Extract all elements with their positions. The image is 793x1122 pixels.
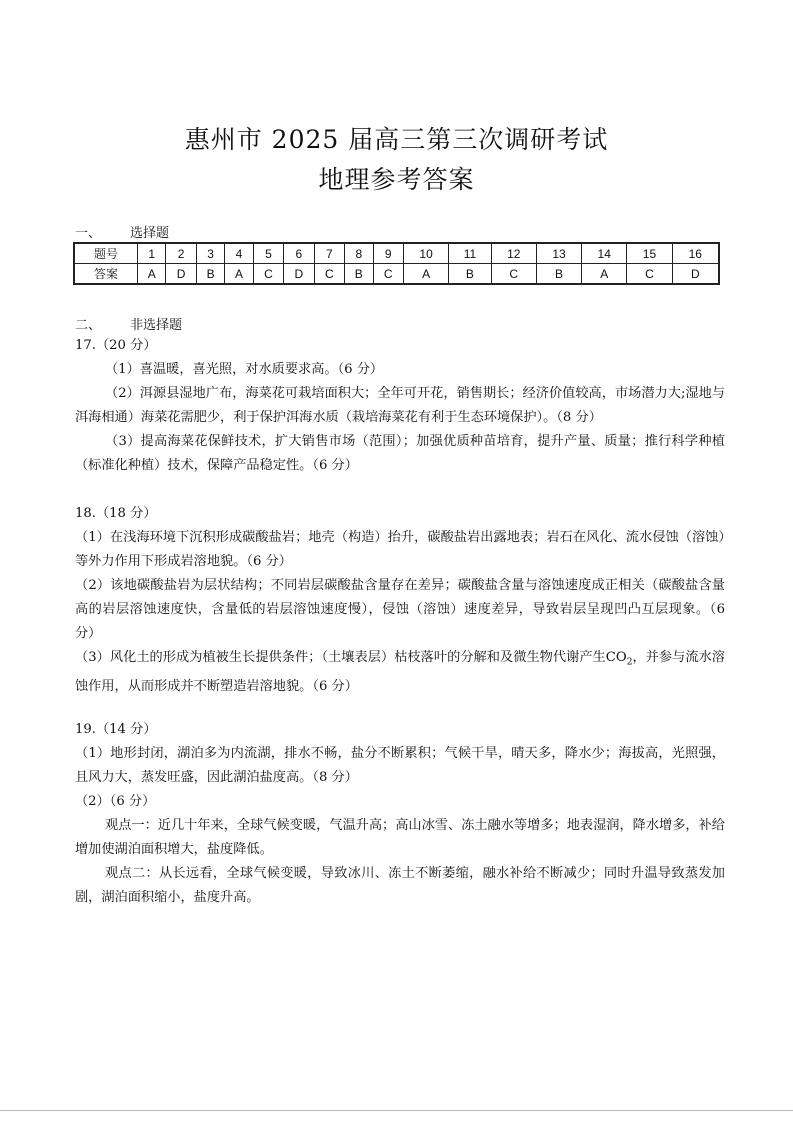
- question-number-cell: 16: [672, 243, 719, 264]
- question-number-cell: 4: [225, 243, 253, 264]
- question-number-cell: 13: [536, 243, 581, 264]
- question-17-answer: [75, 334, 725, 478]
- question-number-row: [74, 243, 719, 264]
- document-subtitle: 地理参考答案: [318, 165, 475, 194]
- answer-row: [74, 264, 719, 285]
- question-18-heading: 18.（18 分）: [75, 506, 157, 521]
- answer-cell: C: [627, 264, 672, 285]
- question-number-cell: 8: [345, 243, 373, 264]
- q18-part-3: [75, 646, 725, 699]
- answer-cell: A: [225, 264, 253, 285]
- q18-part-3-text-a: （3）风化土的形成为植被生长提供条件；（土壤表层）枯枝落叶的分解和及微生物代谢产生: [75, 650, 606, 665]
- question-number-cell: 12: [491, 243, 536, 264]
- answer-cell: C: [373, 264, 403, 285]
- q17-part-2: （2）洱源县湿地广布，海菜花可栽培面积大；全年可开花，销售期长；经济价值较高，市场潜力大;湿地与洱海相通）海菜花需肥少，利于保护洱海水质（栽培海菜花有利于生态环境保护）。（8 分）: [75, 386, 725, 425]
- question-number-cell: 1: [138, 243, 166, 264]
- page-bottom-rule: [0, 1110, 793, 1111]
- answer-cell: D: [672, 264, 719, 285]
- question-number-cell: 2: [166, 243, 196, 264]
- question-number-cell: 5: [253, 243, 283, 264]
- answer-cell: C: [491, 264, 536, 285]
- q19-viewpoint-2: 观点二：从长远看，全球气候变暖，导致冰川、冻土不断萎缩，融水补给不断减少；同时升温导致蒸发加剧，湖泊面积缩小，盐度升高。: [75, 866, 725, 905]
- co2-formula-subscript: 2: [626, 657, 633, 668]
- question-19-answer: [75, 718, 725, 910]
- answer-cell: B: [345, 264, 373, 285]
- q19-part-2: （2）（6 分）: [75, 794, 156, 809]
- co2-formula: [605, 650, 633, 668]
- question-17-heading: 17.（20 分）: [75, 338, 157, 353]
- q18-part-1: （1）在浅海环境下沉积形成碳酸盐岩；地壳（构造）抬升，碳酸盐岩出露地表；岩石在风化、流水侵蚀（溶蚀）等外力作用下形成岩溶地貌。（6 分）: [75, 530, 725, 569]
- section-choice-heading: [75, 222, 169, 241]
- question-number-cell: 10: [403, 243, 448, 264]
- question-19-heading: 19.（14 分）: [75, 722, 157, 737]
- document-title: 惠州市 2025 届高三第三次调研考试: [184, 125, 609, 154]
- question-number-cell: 6: [284, 243, 314, 264]
- section-open-label: 非选择题: [130, 318, 183, 333]
- section-choice-number: 一、: [75, 226, 102, 241]
- answer-cell: C: [314, 264, 344, 285]
- answer-cell: D: [284, 264, 314, 285]
- answer-cell: B: [196, 264, 224, 285]
- question-number-cell: 11: [449, 243, 491, 264]
- question-number-cell: 9: [373, 243, 403, 264]
- section-open-number: 二、: [75, 318, 102, 333]
- answer-cell: A: [582, 264, 627, 285]
- question-number-cell: 15: [627, 243, 672, 264]
- answer-cell: D: [166, 264, 196, 285]
- answer-cell: A: [138, 264, 166, 285]
- q18-part-2: （2）该地碳酸盐岩为层状结构；不同岩层碳酸盐含量存在差异；碳酸盐含量与溶蚀速度成正相关（碳酸盐含量高的岩层溶蚀速度快，含量低的岩层溶蚀速度慢），侵蚀（溶蚀）速度差异，导致岩层呈现凹凸互层现象。（6 分）: [75, 578, 725, 641]
- q17-part-1: （1）喜温暖，喜光照，对水质要求高。（6 分）: [105, 362, 384, 377]
- co2-formula-base: CO: [605, 650, 627, 665]
- q18-part-3-text-b: ，并参与流水溶蚀作用，从而形成并不断塑造岩溶地貌。（6 分）: [75, 650, 725, 694]
- q17-part-3: （3）提高海菜花保鲜技术，扩大销售市场（范围）；加强优质种苗培育，提升产量、质量；推行科学种植（标准化种植）技术，保障产品稳定性。（6 分）: [75, 434, 725, 473]
- row-label-question: 题号: [74, 243, 138, 264]
- section-choice-label: 选择题: [130, 226, 170, 241]
- answer-table: [73, 242, 720, 285]
- answer-cell: B: [536, 264, 581, 285]
- answer-cell: C: [253, 264, 283, 285]
- section-open-heading: [75, 314, 182, 333]
- question-number-cell: 7: [314, 243, 344, 264]
- question-number-cell: 3: [196, 243, 224, 264]
- answer-cell: A: [403, 264, 448, 285]
- question-18-answer: [75, 502, 725, 699]
- row-label-answer: 答案: [74, 264, 138, 285]
- answer-cell: B: [449, 264, 491, 285]
- q19-viewpoint-1: 观点一：近几十年来，全球气候变暖，气温升高；高山冰雪、冻土融水等增多；地表湿润，降水增多，补给增加使湖泊面积增大，盐度降低。: [75, 818, 725, 857]
- question-number-cell: 14: [582, 243, 627, 264]
- q19-part-1: （1）地形封闭，湖泊多为内流湖，排水不畅，盐分不断累积；气候干旱，晴天多，降水少；海拔高，光照强，且风力大，蒸发旺盛，因此湖泊盐度高。（8 分）: [75, 746, 725, 785]
